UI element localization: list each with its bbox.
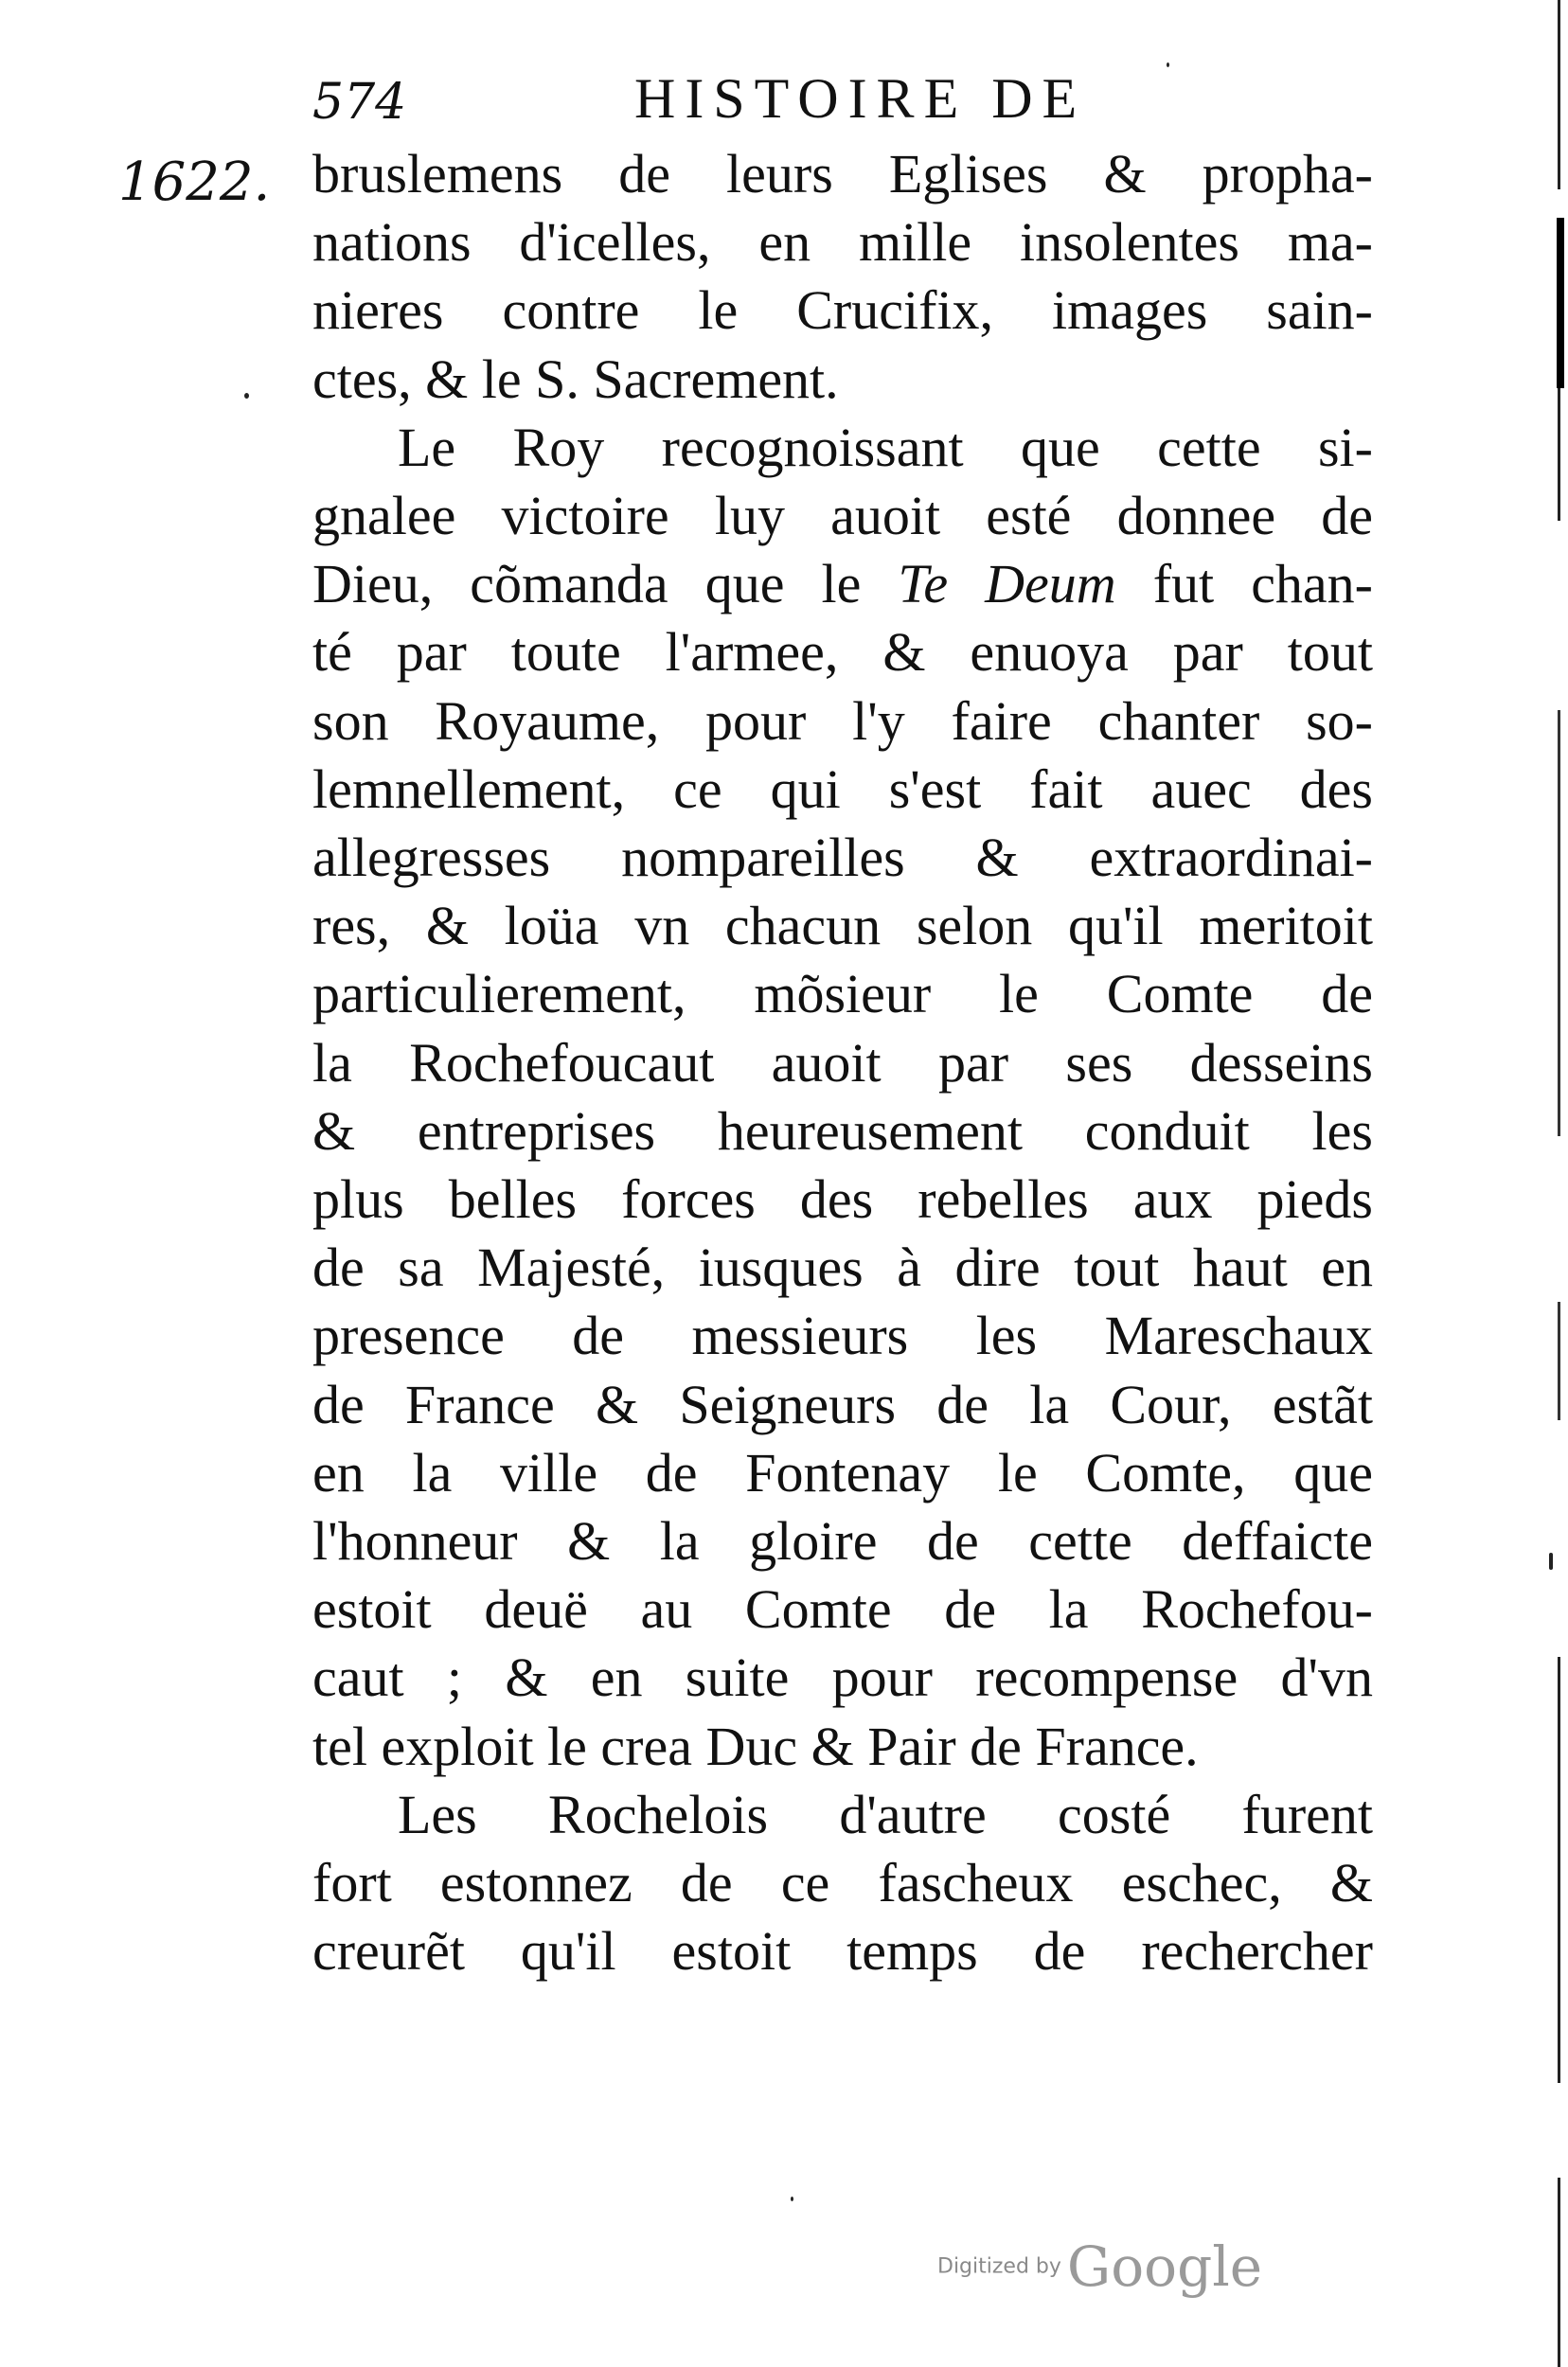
text-line: allegresses nompareilles & extraordinai- <box>312 827 1373 889</box>
text-line: gnalee victoire luy auoit esté donnee de <box>312 485 1373 547</box>
ink-speck <box>244 393 249 399</box>
text-fragment: Dieu, cõmanda que le <box>312 553 899 615</box>
text-line: en la ville de Fontenay le Comte, que <box>312 1441 1373 1504</box>
text-line: lemnellement, ce qui s'est fait auec des <box>312 757 1373 820</box>
text-line: la Rochefoucaut auoit par ses desseins <box>312 1031 1373 1094</box>
text-line: particulierement, mõsieur le Comte de <box>312 963 1373 1025</box>
running-head: HISTOIRE DE <box>634 67 1087 130</box>
page-edge-shadow <box>1557 218 1564 388</box>
text-line: son Royaume, pour l'y faire chanter so- <box>312 689 1373 752</box>
text-line: té par toute l'armee, & enuoya par tout <box>312 621 1373 684</box>
paragraph-start-line: Les Rochelois d'autre costé furent <box>398 1783 1373 1845</box>
body-text <box>312 140 1373 1985</box>
te-deum-italic: Te Deum <box>898 553 1116 615</box>
text-line: res, & loüa vn chacun selon qu'il meritoit <box>312 895 1373 957</box>
page-header <box>312 66 1193 142</box>
text-line: nations d'icelles, en mille insolentes ma- <box>312 211 1373 274</box>
text-fragment: fut chan- <box>1115 553 1373 615</box>
text-line-with-italic <box>312 550 1373 618</box>
text-line: de France & Seigneurs de la Cour, estãt <box>312 1373 1373 1435</box>
text-line: ctes, & le S. Sacrement. <box>312 347 839 410</box>
text-line: nieres contre le Crucifix, images sain- <box>312 279 1373 342</box>
ink-speck <box>791 2197 793 2201</box>
text-line: fort estonnez de ce fascheux eschec, & <box>312 1852 1373 1914</box>
digitized-by-google-watermark <box>937 2234 1263 2299</box>
text-line: estoit deuë au Comte de la Rochefou- <box>312 1578 1373 1641</box>
margin-year-note: 1622. <box>118 151 271 213</box>
text-line: & entreprises heureusement conduit les <box>312 1099 1373 1162</box>
text-line: presence de messieurs les Mareschaux <box>312 1305 1373 1367</box>
paragraph-start-line: Le Roy recognoissant que cette si- <box>398 416 1373 478</box>
text-line: tel exploit le crea Duc & Pair de France. <box>312 1715 1199 1777</box>
text-line: de sa Majesté, iusques à dire tout haut en <box>312 1237 1373 1299</box>
text-line: plus belles forces des rebelles aux pieds <box>312 1168 1373 1231</box>
text-line: creurẽt qu'il estoit temps de rechercher <box>312 1920 1373 1983</box>
page-number: 574 <box>312 74 407 131</box>
ink-speck <box>1549 1553 1553 1570</box>
text-line: bruslemens de leurs Eglises & propha- <box>312 143 1373 205</box>
text-line: l'honneur & la gloire de cette deffaicte <box>312 1510 1373 1573</box>
digitized-by-label: Digitized by <box>937 2254 1061 2279</box>
ink-speck <box>1167 62 1169 67</box>
google-wordmark: Google <box>1066 2234 1263 2299</box>
text-line: caut ; & en suite pour recompense d'vn <box>312 1646 1373 1709</box>
